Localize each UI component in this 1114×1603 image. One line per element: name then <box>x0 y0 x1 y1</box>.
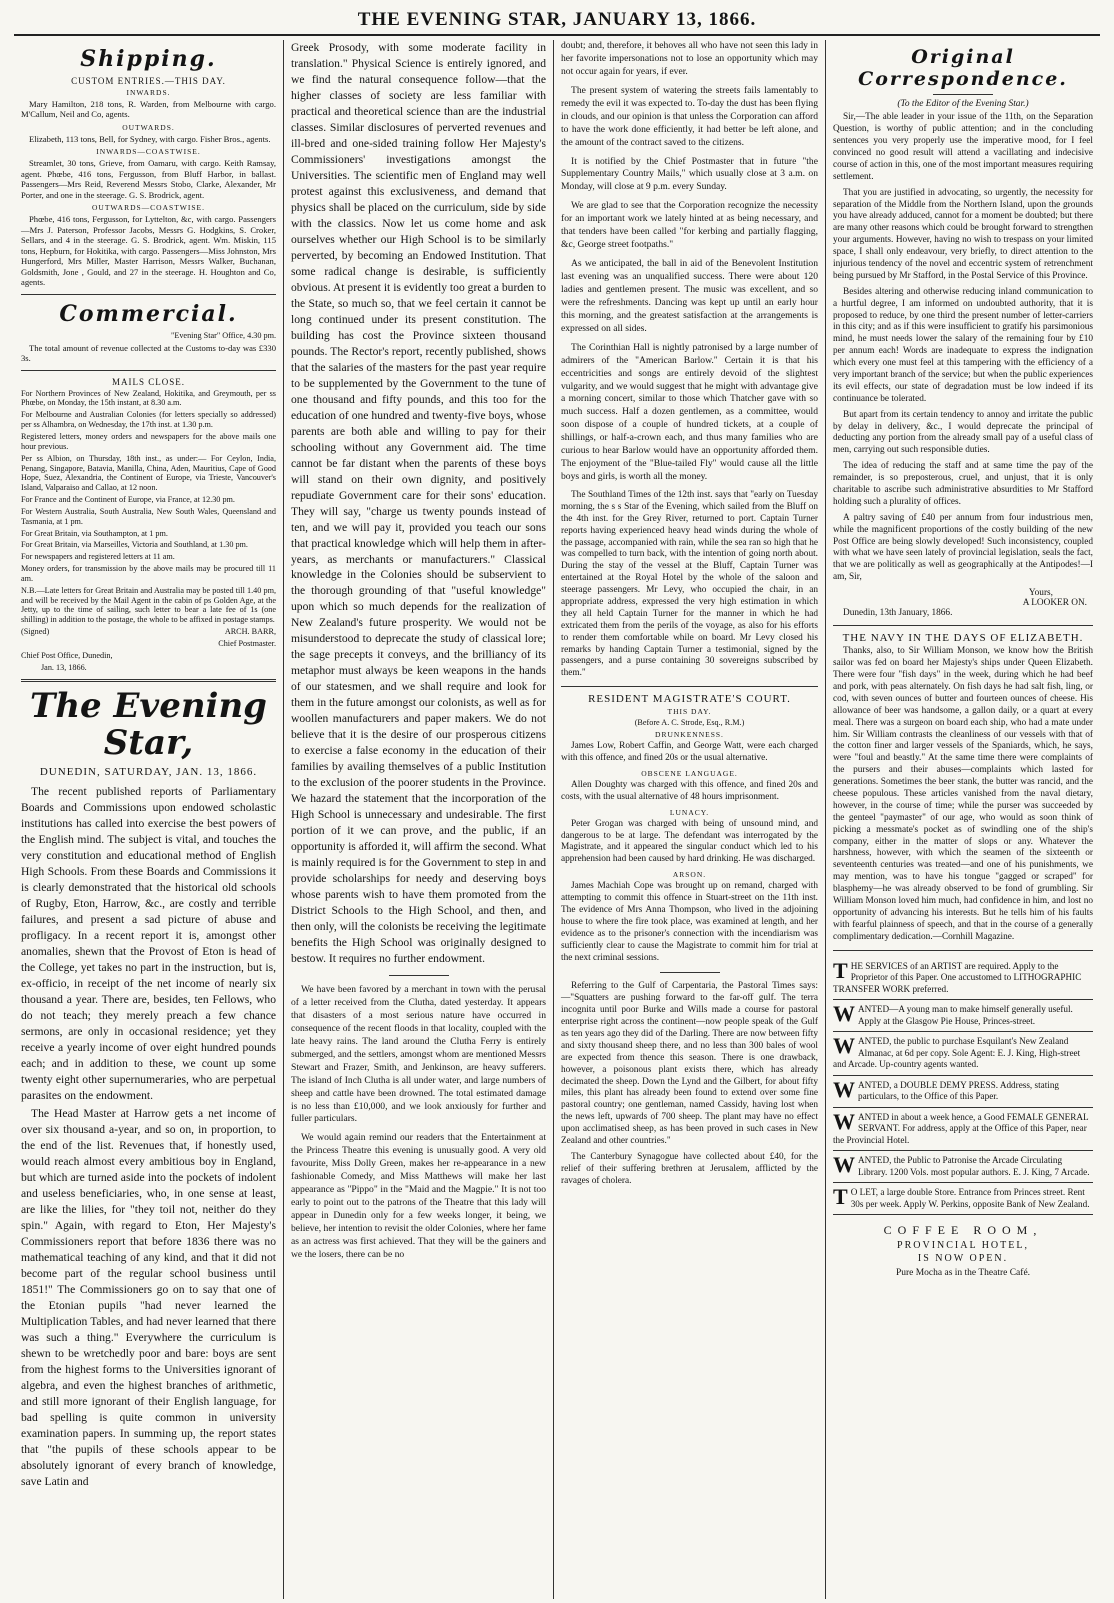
letter-paragraph: A paltry saving of £40 per annum from four industrious men, while the magnificent proportions of the costly building of the new Post Office are being slowly developed! Such inconsistency, coupled with what we have seen lately of provincial legislation, seals the fact, that we are politically as well as geographically at the Antipodes!—I am, Sir, <box>833 512 1093 583</box>
mail-item: Money orders, for transmission by the above mails may be procured till 11 am. <box>21 564 276 583</box>
ad-text: HE SERVICES of an ARTIST are required. Apply to the Proprietor of this Paper. One accustomed to LITHOGRAPHIC TRANSFER WORK preferred. <box>833 960 1082 994</box>
ad-initial: T <box>833 1184 848 1210</box>
coffee-mocha: Pure Mocha as in the Theatre Café. <box>895 1268 1031 1279</box>
coffee-open: IS NOW OPEN. <box>917 1253 1009 1265</box>
mail-item: Per ss Albion, on Thursday, 18th inst., as under:— For Ceylon, India, Penang, Singapore, Batavia, Manilla, China, Aden, Mauritius, Cape of Good Hope, Suez, Alexandria, the Continent of Europe, via Trieste, Vancouver's Island, Valparaiso and Callao, at 12 noon. <box>21 453 276 493</box>
letter-paragraph: That you are justified in advocating, so urgently, the necessity for separation of the Middle from the Northern Island, upon the grounds you have already adduced, cannot for a moment be doubted; but there are many other reasons which could be brought forward to strengthen your arguments. However, having no wish to trespass on your limited space, I shall only endeavour, very briefly, to direct attention to the injurious tendency of the novel and eccentric system of retrenchment being pursued by Mr Stafford, in the Postal Service of this Province. <box>833 187 1093 281</box>
ad-initial: W <box>833 1076 855 1102</box>
letter-yours: Yours, <box>1028 588 1053 599</box>
court-section-text: Allen Doughty was charged with this offence, and fined 20s and costs, with the usual alternative of 48 hours imprisonment. <box>561 779 818 802</box>
court-before: (Before A. C. Strode, Esq., R.M.) <box>634 718 745 728</box>
advertisement <box>833 1183 1093 1215</box>
court-section-text: Peter Grogan was charged with being of unsound mind, and dangerous to be at large. The defendant was interrogated by the Magistrate, and it appeared the singular conduct which led to his apprehension had been caused by hard drinking. He was discharged. <box>561 818 818 865</box>
masthead: THE EVENING STAR, JANUARY 13, 1866. <box>357 9 757 30</box>
divider <box>833 950 1093 951</box>
double-rule <box>21 679 276 682</box>
mails-signature-row <box>21 627 276 637</box>
letter-paragraph: The idea of reducing the staff and at same time the pay of the remainder, is so preposterous, cruel, and unjust, that it is only charitable to ascribe such administrative absurdities to Mr Stafford holding such a plurality of offices. <box>833 461 1093 507</box>
court-this-day: THIS DAY. <box>667 707 712 717</box>
synagogue-paragraph: The Canterbury Synagogue have collected about £40, for the relief of their suffering brethren at Jerusalem, afflicted by the ravages of cholera. <box>561 1151 818 1186</box>
mails-signed: (Signed) <box>21 627 50 637</box>
letter-place-date: Dunedin, 13th January, 1866. <box>843 608 953 619</box>
coffee-room-heading: COFFEE ROOM, <box>883 1223 1043 1238</box>
court-section-text: James Low, Robert Caffin, and George Watt, were each charged with this offence, and fined 20s or the usual alternative. <box>561 741 818 763</box>
divider <box>21 294 276 295</box>
outwards-coastwise-text: Phœbe, 416 tons, Fergusson, for Lyttelton, &c, with cargo. Passengers—Mrs J. Paterson, Professor Jacobs, Messrs G. Hodgkins, S. Croker, Sellars, and 4 in the steerage. G. S. Brodrick, agent. Wm. Miskin, 115 tons, Hepburn, for Hokitika, with cargo. Passengers—Miss Johnston, Mrs Hungerford, Mrs Miller, Master Harrison, Messrs Walker, Buchanan, Goldsmith, Jone , Gould, and 27 in the steerage. H. Houghton and Co, agents. <box>21 214 276 288</box>
article-paragraph: We would again remind our readers that the Entertainment at the Princess Theatre this evening is unusually good. A very old favourite, Miss Dolly Green, makes her re-appearance in a new fashionable Comedy, and Miss Matthews will make her last appearance as "Pippo" in the "Maid and the Magpie." It is not too early to point out to the patrons of the Theatre that this lady will appear in Dunedin only for a few weeks longer, it being, we believe, her intention to revisit the older Colonies, where her fame as an actress was first achieved. That they will be the gainers and we the losers, there can be no <box>291 1132 546 1260</box>
court-section-title: ARSON. <box>672 870 707 880</box>
article-paragraph: The recent published reports of Parliamentary Boards and Commissions upon endowed scholastic institutions has called into exercise the best powers of the English mind. The subject is vital, and touches the very constitution and educational method of English High Schools. From these Boards and Commissions it is clearly demonstrated that the historical old schools of Rugby, Eton, Harrow, &c., are costly and terrible failures, and present a sad picture of abuse and profligacy. In a recent report it is, amongst other anomalies, shewn that the Provost of Eton is head of the College, yet takes no part in the instruction, but is, ex-officio, in receipt of the net income of nearly six thousand a year. There are, besides, ten Fellows, who do not teach; they merely preach a few chance sermons, are only in occasional residence; yet they receive a yearly income of over eight hundred pounds each; and in addition to these, we count up some twenty eight other supernumeraries, who are perpetual parasites on the endowment. <box>21 785 276 1103</box>
commercial-heading: Commercial. <box>59 300 238 327</box>
shipping-heading: Shipping. <box>80 46 217 72</box>
column-3 <box>554 40 826 1599</box>
inwards-text: Mary Hamilton, 218 tons, R. Warden, from Melbourne with cargo. M'Callum, Neil and Co, agents. <box>21 99 276 120</box>
ad-text: ANTED in about a week hence, a Good FEMALE GENERAL SERVANT. For address, apply at the Office of this Paper, near the Provincial Hotel. <box>833 1111 1089 1145</box>
mails-signer: ARCH. BARR, <box>224 627 276 637</box>
advertisement <box>833 1151 1093 1183</box>
columns <box>14 40 1100 1599</box>
inwards-label: INWARDS. <box>126 88 171 97</box>
article-paragraph: The Corinthian Hall is nightly patronised by a large number of admirers of the "American Barlow." Certain it is that his eccentricities and songs are entirely devoid of the slightest vulgarity, and we would suggest that he might with advantage give a morning concert, similar to those which Thatcher gave with so much success. Half a dozen gentlemen, as a committee, would soon dispose of a couple of hundred tickets, at a couple of shillings, or half-a-crown each, and thus many families who are curious to hear Barlow would have an opportunity afforded them. The enjoyment of the "Blue-tailed Fly" would cause all the little boys and girls, is worth all the money. <box>561 341 818 483</box>
mail-item: For France and the Continent of Europe, via France, at 12.30 pm. <box>21 495 235 505</box>
mail-item: For Western Australia, South Australia, New South Wales, Queensland and Tasmania, at 1 pm. <box>21 506 276 526</box>
divider <box>561 686 818 687</box>
commercial-text: The total amount of revenue collected at the Customs to-day was £330 3s. <box>21 342 276 364</box>
advertisement <box>833 1032 1093 1076</box>
outwards-label: OUTWARDS. <box>122 122 175 132</box>
ad-text: ANTED—A young man to make himself generally useful. Apply at the Glasgow Pie House, Princes-street. <box>858 1004 1073 1026</box>
ad-initial: T <box>833 957 848 983</box>
dateline: DUNEDIN, SATURDAY, JAN. 13, 1866. <box>39 766 258 779</box>
ad-initial: W <box>833 1108 855 1134</box>
inwards-coastwise-text: Streamlet, 30 tons, Grieve, from Oamaru, with cargo. Keith Ramsay, agent. Phœbe, 416 tons, Fergusson, from Bluff Harbor, in ballast. Passengers—Mrs Reid, Reverend Messrs Stobo, Clarke, Alexander, Mr Porter, and one in the steerage. G. S. Brodrick, agent. <box>21 158 276 200</box>
letter-signer: A LOOKER ON. <box>1022 598 1087 609</box>
outwards-coastwise-label: OUTWARDS—COASTWISE. <box>92 203 205 213</box>
article-paragraph: We are glad to see that the Corporation recognize the necessity for an important work we lately hinted at as being necessary, and that tenders have been called "for kerbing and partially flagging, &c, George street footpaths." <box>561 200 818 251</box>
navy-text: Thanks, also, to Sir William Monson, we know how the British sailor was fed on board her Majesty's ships under Queen Elizabeth. There were four "fish days" in the week, during which he had beef and pork, with peas alternately. On fish days he had salt fish, ling, or cod, with seven ounces of butter and fourteen ounces of cheese. His allowance of beer was handsome, a gallon daily, or a quart at every meal. There was a surgeon on board each ship, who had a mate under him. Sir William contrasts the cleanliness of our vessels with that of the cotton finer and larger vessels of the Spaniards, which, he says, were "foul and beastly." At the same time there were complaints of the pursers and their abuses—complaints which lasted for generations. Sometimes the beer stank, the butter was rancid, and the cheese populous. These articles vanished from the naval dietary, however, in the course of time; while the purser was succeeded by the genteel "paymaster" of our age, who would as soon think of picking a messmate's pocket as of swindling one of the ship's company, either in the matter of slops or any. Whatever the harshness, however, with which the seamen of the sixteenth or seventeenth centuries was treated—and one of his punishments, we may mention, was to have his tongue "gagged or scraped" for blasphemy—he was already observed to be fond of grumbling. Sir William Monson loved him much, had confidence in him, and lost no opportunity of advancing his interests. But he tells him of his faults with fearful plainness of speech, and that in the course of a generally complimentary dedication.—Cornhill Magazine. <box>833 646 1093 942</box>
outwards-text: Elizabeth, 113 tons, Bell, for Sydney, with cargo. Fisher Bros., agents. <box>29 133 271 144</box>
letter-paragraph: Sir,—The able leader in your issue of the 11th, on the Separation Question, is worthy of public attention; and in the concluding sentences you very properly use the imperative mood, for I feel convinced no good result will attend a vacillating and indecisive course of action in this, one of the most important measures requiring settlement. <box>833 112 1093 182</box>
mail-item: For Great Britain, via Southampton, at 1 pm. <box>21 528 168 538</box>
paper-title: The Evening Star, <box>30 685 267 763</box>
navy-heading: THE NAVY IN THE DAYS OF ELIZABETH. <box>842 632 1084 645</box>
mails-heading: MAILS CLOSE. <box>111 376 185 387</box>
court-heading: RESIDENT MAGISTRATE'S COURT. <box>588 693 791 706</box>
advertisement <box>833 1076 1093 1108</box>
mail-item: N.B.—Late letters for Great Britain and Australia may be posted till 1.40 pm, and will be received by the Mail Agent in the cabin of ps Golden Age, at the Jetty, up to the time of sailing, such letter to bear a late fee of 1s (one shilling) in addition to the postage, the whole to be affixed in postage stamps. <box>21 585 276 625</box>
column-4 <box>826 40 1100 1599</box>
article-paragraph: We have been favored by a merchant in town with the perusal of a letter received from the Clutha, dated yesterday. It appears that disasters of a most serious nature have occurred in consequence of the recent floods in that locality, coupled with the late heavy rains. The land around the Clutha Ferry is entirely submerged, and the settlers, amongst whom are mentioned Messrs Stewart and Frazer, Smith, and Jenkinson, are heavy sufferers. The island of Inch Clutha is all under water, and large numbers of sheep and cattle have been drowned. The total estimated damage is no less than £10,000, and we look anxiously for further and fuller particulars. <box>291 984 546 1125</box>
article-paragraph: The present system of watering the streets fails lamentably to remedy the evil it was expected to. To-day the dust has been flying in clouds, and our opinion is that unless the Corporation can afford to have the work done efficiently, it had better be left alone, and the amount of the contract saved to the citizens. <box>561 84 818 148</box>
correspondence-heading: Original Correspondence. <box>858 46 1068 90</box>
article-paragraph: As we anticipated, the ball in aid of the Benevolent Institution last evening was an unqualified success. There were about 120 ladies and gentlemen present. The music was excellent, and so were the refreshments. Dancing was kept up until an early hour this morning, and the greatest satisfaction at the arrangements is expressed on all sides. <box>561 258 818 334</box>
ad-initial: W <box>833 1033 855 1059</box>
divider <box>833 625 1093 626</box>
letter-paragraph: But apart from its certain tendency to annoy and irritate the public by delay in delivery, &c., I would deprecate the principal of deducting any portion from the already small pay of a useful class of men, carrying out such responsible duties. <box>833 409 1093 456</box>
mails-signer-title: Chief Postmaster. <box>218 639 276 648</box>
advertisement <box>833 1108 1093 1152</box>
article-paragraph: Greek Prosody, with some moderate facility in translation." Physical Science is entirely ignored, and we find the natural consequence follow—that the higher classes of society are less familiar with practical and theoretical science than are the industrial classes. Similar disclosures of perverted revenues and ill-bred and one-sided training follow Her Majesty's Commissioners' investigations amongst the Universities. The scientific men of England may well protest against this exclusiveness, and demand that physics shall be placed on the curriculum, side by side with the classics. Now let us come home and ask ourselves whether our High School is to be similarly perverted, by becoming an Endowed Institution. That some radical change is desirable, is sufficiently obvious. At present it is evidently too great a burden to the State, so much so, that we feel certain it cannot be long continued under its present constitution. The building has cost the Province sixteen thousand pounds. The Rector's report, recently published, shows that the salaries of the masters for the past year require to be supplemented by the Government to the tune of one thousand and fifty pounds, and this too for the education of one hundred and twenty-five boys, whose parents are both able and willing to pay for their schooling without any Government aid. The time cannot be far distant when the parents of these boys will stand on their own dignity, and positively repudiate Government care for their sons' education. They will say, "charge us twenty pounds instead of ten, and we will pay it, provided you teach our sons that practical knowledge which will help them in after-years, as merchants or manufacturers." Classical knowledge in the Colonies should be subservient to the thorough grounding of that "useful knowledge" upon which so much depends for the realization of New Zealand's future prosperity. We would not be misunderstood to deprecate the study of classical lore; the sage precepts it conveys, and the brilliancy of its metaphor must always be keen weapons in the hands of our statesmen, and we shall require and look for them in the future amongst our colonists, as well as for woollen manufacturers and paper makers. We do not believe that it is the desire of our prosperous citizens to exercise a false economy in the education of their families by availing themselves of a public Institution to the exclusion of the poorer students in the Province. We hazard the statement that the incorporation of the High School is unnecessary and undesirable. The first portion of it we can prove, and the public, if an opportunity is afforded it, will affirm the second. What is mainly required is for the Government to step in and provide scholarships for needy and deserving boys whose parents wish to have them promoted from the District Schools to the High School, and then, and then only, will the colonists be receiving the legitimate benefits the High School was originally designed to bestow. It requires no further endowment. <box>291 41 546 966</box>
inwards-coastwise-label: INWARDS—COASTWISE. <box>96 147 201 157</box>
court-section-title: LUNACY. <box>669 807 710 817</box>
divider <box>389 975 449 976</box>
column-2 <box>284 40 554 1599</box>
divider <box>660 972 720 973</box>
ad-initial: W <box>833 1001 855 1027</box>
court-section-title: DRUNKENNESS. <box>655 730 724 740</box>
mail-item: For newspapers and registered letters at 11 am. <box>21 552 175 562</box>
court-section-text: James Machiah Cope was brought up on remand, charged with attempting to commit this offence in Stuart-street on the 11th inst. The evidence of Mrs Anna Thompson, who lived in the adjoining house to where the fire took place, was examined at length, and her evidence as to the prisoner's connection with the incendiarism was sufficiently clear to cause the Magistrate to commit him for trial at the next criminal sessions. <box>561 881 818 963</box>
mail-item: For Northern Provinces of New Zealand, Hokitika, and Greymouth, per ss Phœbe, on Monday, the 15th instant, at 8.30 a.m. <box>21 388 276 408</box>
divider <box>933 94 993 95</box>
article-paragraph: doubt; and, therefore, it behoves all who have not seen this lady in her favorite impersonations not to lose an opportunity which may not occur again for years, if ever. <box>561 40 818 77</box>
advertisement <box>833 1000 1093 1032</box>
divider <box>21 370 276 371</box>
mail-item: For Great Britain, via Marseilles, Victoria and Southland, at 1.30 pm. <box>21 540 248 550</box>
ad-text: ANTED, the public to purchase Esquilant's New Zealand Almanac, at 6d per copy. Sole Agent: E. J. King, High-street and Arcade. Up-country agents wanted. <box>833 1036 1081 1070</box>
to-editor: (To the Editor of the Evening Star.) <box>897 99 1029 109</box>
article-paragraph: It is notified by the Chief Postmaster that in future "the Supplementary Country Mails," which usually close at 3 a.m. on Monday, will close at 9 p.m. every Sunday. <box>561 155 818 193</box>
ad-text: O LET, a large double Store. Entrance from Princes street. Rent 30s per week. Apply W. Perkins, opposite Bank of New Zealand. <box>850 1187 1090 1209</box>
ad-text: ANTED, a DOUBLE DEMY PRESS. Address, stating particulars, to the Office of this Paper. <box>858 1079 1060 1102</box>
advertisement <box>833 957 1093 1001</box>
letter-paragraph: Besides altering and otherwise reducing inland communication to a hurtful degree, I am informed on undoubted authority, that it is proposed to reduce, by one third the present number of letter-carriers in this city; and as if this were insufficient to gratify his parsimonious mind, he must needs lower the salary of the remaining four by £10 per annum each! Words are inadequate to express the indignation which every one must feel at this tampering with the efficiency of a very important branch of the service; but when the public experiences its evil effects, our state of degradation must be low indeed if its continuance be tolerated. <box>833 286 1093 404</box>
mail-item: For Melbourne and Australian Colonies (for letters specially so addressed) per ss Alhambra, on Wednesday, the 17th inst. at 1.30 p.m. <box>21 410 276 430</box>
court-section-title: OBSCENE LANGUAGE. <box>641 768 738 778</box>
column-1 <box>14 40 284 1599</box>
mails-date: Jan. 13, 1866. <box>41 662 87 672</box>
coffee-hotel: PROVINCIAL HOTEL, <box>897 1240 1029 1252</box>
commercial-office: "Evening Star" Office, 4.30 pm. <box>171 330 276 340</box>
ad-initial: W <box>833 1152 855 1178</box>
mail-item: Registered letters, money orders and newspapers for the above mails one hour previous. <box>21 431 276 451</box>
article-paragraph: The Head Master at Harrow gets a net income of over six thousand a-year, and so on, in proportion, to the end of the list. Revenues that, if honestly used, would reach almost every ambitious boy in England, but which are turned aside into the pockets of indolent and useless beneficiaries, who, in one sense at least, are like the lilies, for "they toil not, neither do they spin." Again, with regard to Eton, Her Majesty's Commissioners report that before 1836 there was no mathematical teaching of any kind, and that it did not become part of the regular school business until 1851!" The Commissioners go on to say that one of the Etonian pupils "had never learned the Multiplication Tables, and had never learned that there was such a thing." Everywhere the curriculum is shewn to be wretchedly poor and bare: boys are sent from the highest forms to the Universities ignorant of algebra, and even the highest branches of arithmetic, and still more ignorant of their English language, for bad spelling is quite common in university examination papers. In summing up, the report states that "the pupils of these schools appear to be absolutely ignorant of every branch of knowledge, save Latin and <box>21 1107 276 1488</box>
masthead-rule <box>14 34 1100 36</box>
mails-office: Chief Post Office, Dunedin, <box>21 650 113 660</box>
carpentaria-paragraph: Referring to the Gulf of Carpentaria, the Pastoral Times says:—"Squatters are pushing forward to the far-off gulf. The terra incognita until poor Burke and Wills made a course for pastoral enterprise right across the continent—now people speak of the Gulf as ten years ago they did of the Darling. There are now between fifty and sixty thousand sheep there, and no less than 300 bales of wool are expected from thence this season. There is one drawback, however, a poisonous plant exists there, which has already decimated the sheep. Down the Lynd and the Gilbert, for about fifty miles, this plant has already been found to extend over some fine pastoral country; one gentleman, named Cassidy, having lost when the news left, upwards of 700 sheep. The plant may have no effect upon acclimatised sheep, as has been proved in such cases in New Zealand and other countries." <box>561 981 818 1147</box>
custom-entries-heading: CUSTOM ENTRIES.—THIS DAY. <box>71 76 226 86</box>
ad-text: ANTED, the Public to Patronise the Arcade Circulating Library. 1200 Vols. most popular authors. E. J. King, 7 Arcade. <box>858 1155 1090 1177</box>
article-paragraph: The Southland Times of the 12th inst. says that "early on Tuesday morning, the s s Star of the Evening, which sailed from the Bluff on the 4th inst. for the Grey River, returned to port. Captain Turner reports having experienced heavy head winds during the whole of the passage, accompanied with rain, while the sea ran so high that he was compelled to turn back, with the intention of going north about. During the stay of the vessel at the Bluff, Captain Turner was entertained at the Royal Hotel by the whole of the saloon and steerage passengers. Mr Levy, who occupied the chair, in an appropriate address, expressed the very high estimation in which they all held Captain Turner for the manner in which he had extricated them from the perils of the voyage, as also for his efforts to render them comfortable while on board. Mr Levy closed his remarks by handing Captain Turner a testimonial, signed by the passengers, and a purse containing 30 sovereigns subscribed by them." <box>561 490 818 679</box>
